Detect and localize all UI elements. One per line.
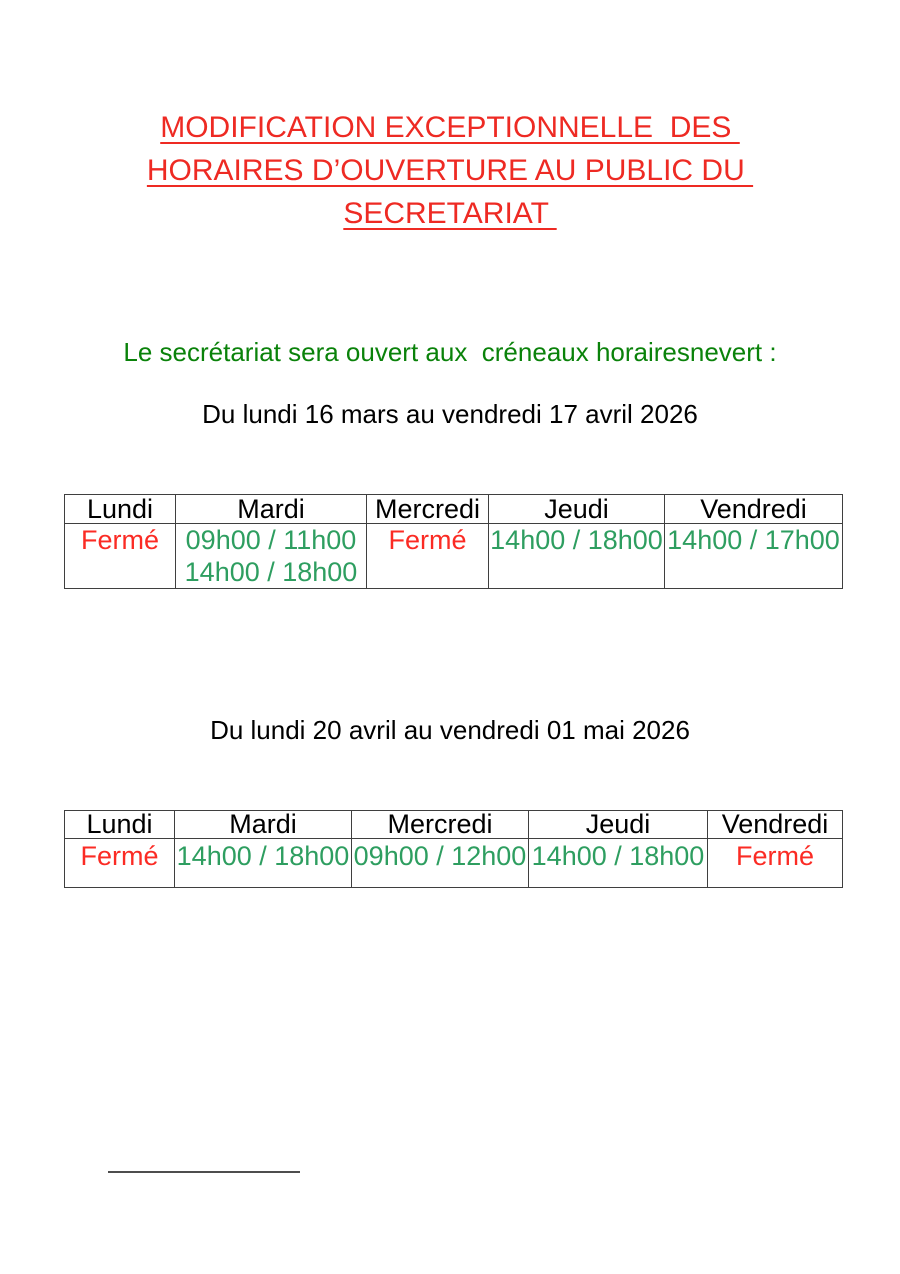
hours-range: 14h00 / 18h00 [176,841,350,871]
t1-header-vendredi: Vendredi [665,495,843,524]
closed-label: Fermé [388,525,467,555]
closed-label: Fermé [80,525,159,555]
page-title [0,106,900,235]
t2-cell-mardi [175,839,352,888]
intro-sentence: Le secrétariat sera ouvert aux créneaux horairesnevert : [123,337,777,367]
page-title-line-2: HORAIRES D’OUVERTURE AU PUBLIC DU [146,154,754,187]
hours-range: 14h00 / 18h00 [531,841,705,871]
page-title-line-3: SECRETARIAT [343,197,557,230]
t2-header-mardi: Mardi [175,811,352,839]
page-title-line-1: MODIFICATION EXCEPTIONNELLE DES [160,111,740,144]
schedule-table-period-1 [64,494,843,589]
hours-range: 14h00 / 18h00 [490,525,663,555]
t1-header-mercredi: Mercredi [367,495,489,524]
hours-range: 14h00 / 17h00 [667,525,840,555]
hours-range: 14h00 / 18h00 [184,557,358,587]
t1-cell-jeudi [489,524,665,589]
t2-cell-lundi [65,839,175,888]
closed-label: Fermé [735,841,814,871]
hours-range: 09h00 / 12h00 [353,841,527,871]
t2-cell-vendredi [708,839,843,888]
t2-header-vendredi: Vendredi [708,811,843,839]
closed-label: Fermé [80,841,159,871]
t2-header-jeudi: Jeudi [529,811,708,839]
schedule-table-period-2 [64,810,843,888]
t1-cell-mardi [176,524,367,589]
t2-header-lundi: Lundi [65,811,175,839]
t1-cell-lundi [65,524,176,589]
footnote-separator-line [108,1171,300,1173]
t1-cell-mercredi [367,524,489,589]
t1-header-mardi: Mardi [176,495,367,524]
t2-header-mercredi: Mercredi [352,811,529,839]
hours-range: 09h00 / 11h00 [185,525,357,555]
t1-header-lundi: Lundi [65,495,176,524]
period-2-heading: Du lundi 20 avril au vendredi 01 mai 2026 [210,715,690,745]
t2-cell-jeudi [529,839,708,888]
t2-cell-mercredi [352,839,529,888]
period-1-heading: Du lundi 16 mars au vendredi 17 avril 2026 [202,399,698,429]
t1-cell-vendredi [665,524,843,589]
t1-header-jeudi: Jeudi [489,495,665,524]
